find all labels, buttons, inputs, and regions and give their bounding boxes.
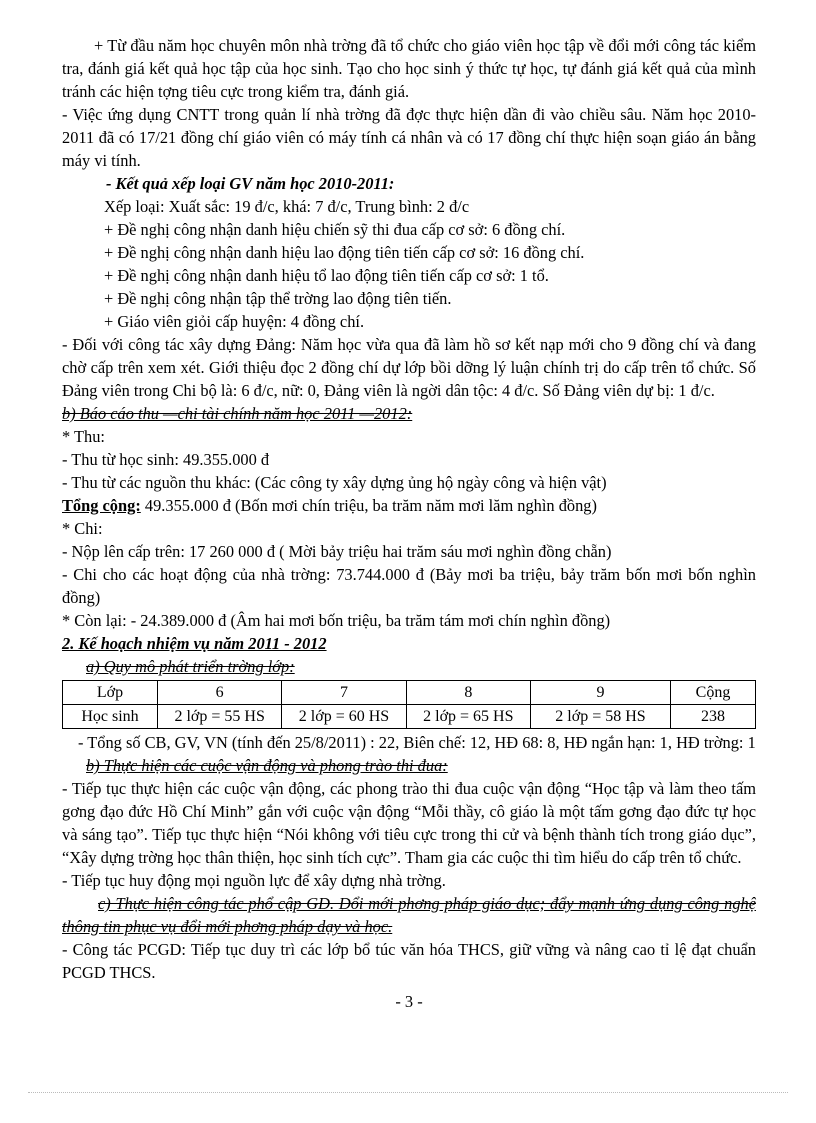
heading-quy-mo: a) Quy mô phát triển trờng lớp: (86, 657, 295, 676)
heading-bao-cao-thu-chi: b) Báo cáo thu —chi tài chính năm học 2011 —2012: (62, 404, 413, 423)
table-cell: 7 (282, 681, 406, 705)
table-cell: Cộng (671, 681, 756, 705)
table-cell: Học sinh (63, 705, 158, 729)
text-con-lai: * Còn lại: - 24.389.000 đ (Âm hai mơi bốn triệu, ba trăm tám mơi chín nghìn đồng) (62, 611, 611, 630)
text-thu-hoc-sinh: - Thu từ học sinh: 49.355.000 đ (62, 450, 270, 469)
class-size-table (62, 680, 756, 729)
text-chi-nop-cap-tren: - Nộp lên cấp trên: 17 260 000 đ ( Mời bảy triệu hai trăm sáu mơi nghìn đồng chẵn) (62, 542, 612, 561)
table-cell: 6 (158, 681, 282, 705)
tong-cong-value: 49.355.000 đ (Bốn mơi chín triệu, ba trăm năm mơi lăm nghìn đồng) (140, 496, 597, 515)
text-de-nghi-4: + Đề nghị công nhận tập thể trờng lao động tiên tiến. (104, 289, 452, 308)
text-chi: * Chi: (62, 519, 103, 538)
table-cell: 2 lớp = 58 HS (531, 705, 671, 729)
paragraph-xay-dung-dang: - Đối với công tác xây dựng Đảng: Năm học vừa qua đã làm hồ sơ kết nạp mới cho 9 đồng chí và đang chờ cấp trên xem xét. Giới thiệu đọc 2 đồng chí dự lớp bồi dỡng lý luận chính trị do cấp trên tổ chức. Số Đảng viên trong Chi bộ là: 6 đ/c, nữ: 0, Đảng viên là ngời dân tộc: 4 đ/c. Số Đảng viên dự bị: 1 đ/c. (62, 335, 756, 400)
text-xep-loai: Xếp loại: Xuất sắc: 19 đ/c, khá: 7 đ/c, Trung bình: 2 đ/c (104, 197, 470, 216)
heading-ke-hoach: 2. Kế hoạch nhiệm vụ năm 2011 - 2012 (62, 634, 327, 653)
table-cell: 2 lớp = 55 HS (158, 705, 282, 729)
table-row (63, 705, 756, 729)
text-tong-cong (62, 494, 756, 517)
tong-cong-label: Tổng cộng: (62, 496, 141, 515)
text-thu-nguon-khac: - Thu từ các nguồn thu khác: (Các công ty xây dựng ủng hộ ngày công và hiện vật) (62, 473, 607, 492)
text-huy-dong: - Tiếp tục huy động mọi nguồn lực để xây dựng nhà trờng. (62, 871, 446, 890)
paragraph-thi-dua: - Tiếp tục thực hiện các cuộc vận động, các phong trào thi đua cuộc vận động “Học tập và làm theo tấm gơng đạo đức Hồ Chí Minh” gắn với cuộc vận động “Mỗi thầy, cô giáo là một tấm gơng đạo đức tự học và sáng tạo”. Tiếp tục thực hiện “Nói không với tiêu cực trong thi cử và bệnh thành tích trong giáo dục”, “Xây dựng trờng học thân thiện, học sinh tích cực”. Tham gia các cuộc thi tìm hiểu do cấp trên tổ chức. (62, 779, 756, 867)
table-header-row (63, 681, 756, 705)
table-cell: Lớp (63, 681, 158, 705)
text-de-nghi-1: + Đề nghị công nhận danh hiệu chiến sỹ thi đua cấp cơ sở: 6 đồng chí. (104, 220, 566, 239)
table-cell: 2 lớp = 65 HS (406, 705, 530, 729)
heading-thuc-hien-van-dong: b) Thực hiện các cuộc vận động và phong trào thi đua: (86, 756, 448, 775)
table-cell: 238 (671, 705, 756, 729)
heading-pho-cap-gd: c) Thực hiện công tác phổ cập GD. Đổi mới phơng pháp giáo dục; đẩy mạnh ứng dụng công nghệ thông tin phục vụ đổi mới phơng pháp dạy và học. (62, 894, 756, 936)
table-cell: 2 lớp = 60 HS (282, 705, 406, 729)
heading-ket-qua-xep-loai: - Kết quả xếp loại GV năm học 2010-2011: (106, 174, 395, 193)
text-de-nghi-2: + Đề nghị công nhận danh hiệu lao động tiên tiến cấp cơ sở: 16 đồng chí. (104, 243, 585, 262)
page-number: - 3 - (395, 992, 423, 1011)
paragraph-doi-moi-kiem-tra: + Từ đầu năm học chuyên môn nhà trờng đã tổ chức cho giáo viên học tập về đổi mới công tác kiểm tra, đánh giá kết quả học tập của học sinh. Tạo cho học sinh ý thức tự học, tự đánh giá kết quả của mình tránh các hiện tợng tiêu cực trong kiểm tra, đánh giá. (62, 36, 756, 101)
paragraph-cntt: - Việc ứng dụng CNTT trong quản lí nhà trờng đã đợc thực hiện dần đi vào chiều sâu. Năm học 2010-2011 đã có 17/21 đồng chí giáo viên có máy tính cá nhân và có 17 đồng chí thực hiện soạn giáo án bằng máy vi tính. (62, 105, 756, 170)
page-border-divider (28, 1092, 788, 1093)
text-tong-so-cb: - Tổng số CB, GV, VN (tính đến 25/8/2011) : 22, Biên chế: 12, HĐ 68: 8, HĐ ngắn hạn: 1, HĐ trờng: 1 (78, 733, 756, 752)
table-cell: 9 (531, 681, 671, 705)
document-page (62, 34, 756, 1013)
text-thu: * Thu: (62, 427, 105, 446)
text-de-nghi-3: + Đề nghị công nhận danh hiệu tổ lao động tiên tiến cấp cơ sở: 1 tổ. (104, 266, 549, 285)
table-cell: 8 (406, 681, 530, 705)
text-de-nghi-5: + Giáo viên giỏi cấp huyện: 4 đồng chí. (104, 312, 365, 331)
text-chi-hoat-dong: - Chi cho các hoạt động của nhà trờng: 73.744.000 đ (Bảy mơi ba triệu, bảy trăm bốn mơi bốn nghìn đồng) (62, 565, 756, 607)
paragraph-pcgd: - Công tác PCGD: Tiếp tục duy trì các lớp bổ túc văn hóa THCS, giữ vững và nâng cao tỉ lệ đạt chuẩn PCGD THCS. (62, 940, 756, 982)
